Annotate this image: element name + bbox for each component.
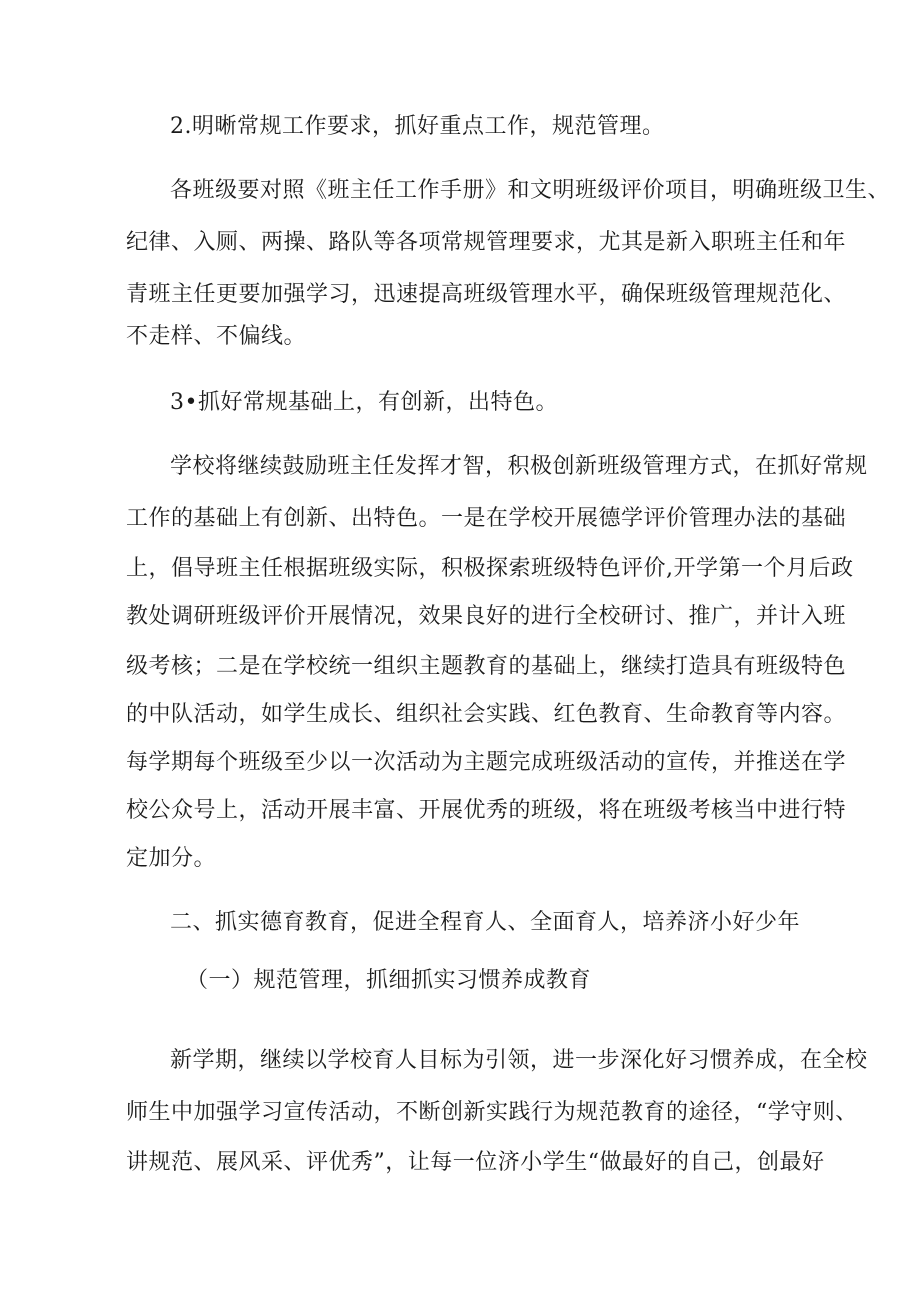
- paragraph-line: 新学期，继续以学校育人目标为引领，进一步深化好习惯养成，在全校: [170, 1048, 868, 1073]
- heading-3: 3•抓好常规基础上，有创新，出特色。: [170, 390, 558, 415]
- subsection-heading: （一）规范管理，抓细抓实习惯养成教育: [186, 968, 592, 993]
- paragraph-line: 纪律、入厕、两操、路队等各项常规管理要求，尤其是新入职班主任和年: [126, 230, 847, 255]
- paragraph-line: 上，倡导班主任根据班级实际，积极探索班级特色评价,开学第一个月后政: [126, 556, 854, 581]
- paragraph-line: 工作的基础上有创新、出特色。一是在学校开展德学评价管理办法的基础: [126, 506, 847, 531]
- paragraph-line: 青班主任更要加强学习，迅速提高班级管理水平，确保班级管理规范化、: [126, 282, 847, 307]
- paragraph-line: 校公众号上，活动开展丰富、开展优秀的班级，将在班级考核当中进行特: [126, 798, 847, 823]
- paragraph-line: 师生中加强学习宣传活动，不断创新实践行为规范教育的途径，“学守则、: [126, 1100, 858, 1125]
- paragraph-line: 定加分。: [126, 846, 217, 871]
- paragraph-line: 每学期每个班级至少以一次活动为主题完成班级活动的宣传，并推送在学: [126, 750, 847, 775]
- section-heading: 二、抓实德育教育，促进全程育人、全面育人，培养济小好少年: [170, 910, 801, 935]
- paragraph-line: 的中队活动，如学生成长、组织社会实践、红色教育、生命教育等内容。: [126, 702, 847, 727]
- paragraph-line: 讲规范、展风采、评优秀”，让每一位济小学生“做最好的自己，创最好: [126, 1150, 825, 1175]
- paragraph-line: 各班级要对照《班主任工作手册》和文明班级评价项目，明确班级卫生、: [170, 178, 891, 203]
- paragraph-line: 级考核；二是在学校统一组织主题教育的基础上，继续打造具有班级特色: [126, 654, 847, 679]
- heading-2: 2.明晰常规工作要求，抓好重点工作，规范管理。: [170, 114, 665, 139]
- paragraph-line: 不走样、不偏线。: [126, 324, 307, 349]
- paragraph-line: 学校将继续鼓励班主任发挥才智，积极创新班级管理方式，在抓好常规: [170, 454, 868, 479]
- paragraph-line: 教处调研班级评价开展情况，效果良好的进行全校研讨、推广，并计入班: [126, 604, 847, 629]
